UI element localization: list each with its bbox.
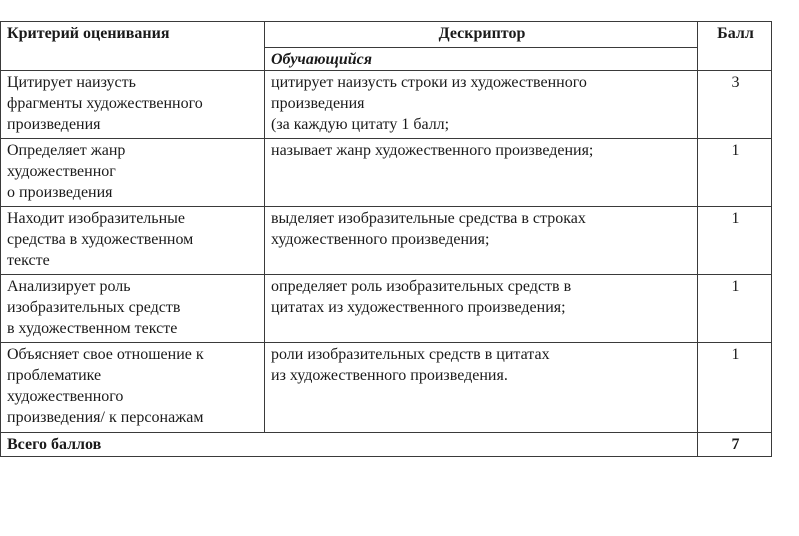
criterion-line: в художественном тексте	[7, 320, 178, 337]
table-row	[1, 207, 772, 275]
criterion-line: средства в художественном	[7, 231, 194, 248]
score-cell: 3	[698, 71, 772, 139]
criterion-line: произведения/ к персонажам	[7, 409, 204, 426]
descriptor-line: произведения	[271, 95, 365, 112]
descriptor-line: (за каждую цитату 1 балл;	[271, 116, 450, 133]
descriptor-header: Дескриптор	[265, 22, 698, 48]
criterion-line: Цитирует наизусть	[7, 74, 136, 91]
descriptor-cell	[265, 275, 698, 343]
criterion-line: проблематике	[7, 367, 102, 384]
criterion-line: Анализирует роль	[7, 278, 131, 295]
descriptor-line: цитирует наизусть строки из художественного	[271, 74, 587, 91]
criterion-line: художественного	[7, 388, 124, 405]
criterion-cell	[1, 343, 265, 433]
table-row	[1, 139, 772, 207]
criterion-line: тексте	[7, 252, 50, 269]
criterion-line: художественног	[7, 163, 116, 180]
header-row	[1, 22, 772, 48]
table-row	[1, 343, 772, 433]
criterion-cell	[1, 139, 265, 207]
descriptor-cell	[265, 139, 698, 207]
descriptor-cell	[265, 343, 698, 433]
criterion-cell	[1, 207, 265, 275]
descriptor-line: цитатах из художественного произведения;	[271, 299, 566, 316]
score-cell: 1	[698, 343, 772, 433]
descriptor-line: называет жанр художественного произведения;	[271, 142, 594, 159]
descriptor-line: из художественного произведения.	[271, 367, 508, 384]
score-cell: 1	[698, 207, 772, 275]
score-cell: 1	[698, 275, 772, 343]
criterion-line: Определяет жанр	[7, 142, 126, 159]
descriptor-cell	[265, 71, 698, 139]
criterion-cell	[1, 275, 265, 343]
descriptor-subheader: Обучающийся	[265, 48, 698, 71]
descriptor-line: определяет роль изобразительных средств в	[271, 278, 572, 295]
criterion-line: произведения	[7, 116, 101, 133]
descriptor-cell	[265, 207, 698, 275]
total-score: 7	[698, 433, 772, 457]
assessment-rubric-table	[0, 21, 772, 457]
score-cell: 1	[698, 139, 772, 207]
descriptor-line: выделяет изобразительные средства в строках	[271, 210, 586, 227]
table-row	[1, 275, 772, 343]
score-header: Балл	[698, 22, 772, 71]
criterion-line: фрагменты художественного	[7, 95, 203, 112]
table-row	[1, 71, 772, 139]
total-label: Всего баллов	[1, 433, 698, 457]
descriptor-line: художественного произведения;	[271, 231, 490, 248]
criterion-line: Объясняет свое отношение к	[7, 346, 204, 363]
criterion-line: Находит изобразительные	[7, 210, 185, 227]
descriptor-line: роли изобразительных средств в цитатах	[271, 346, 550, 363]
criterion-header: Критерий оценивания	[1, 22, 265, 71]
total-row	[1, 433, 772, 457]
criterion-cell	[1, 71, 265, 139]
criterion-line: изобразительных средств	[7, 299, 181, 316]
criterion-line: о произведения	[7, 184, 113, 201]
